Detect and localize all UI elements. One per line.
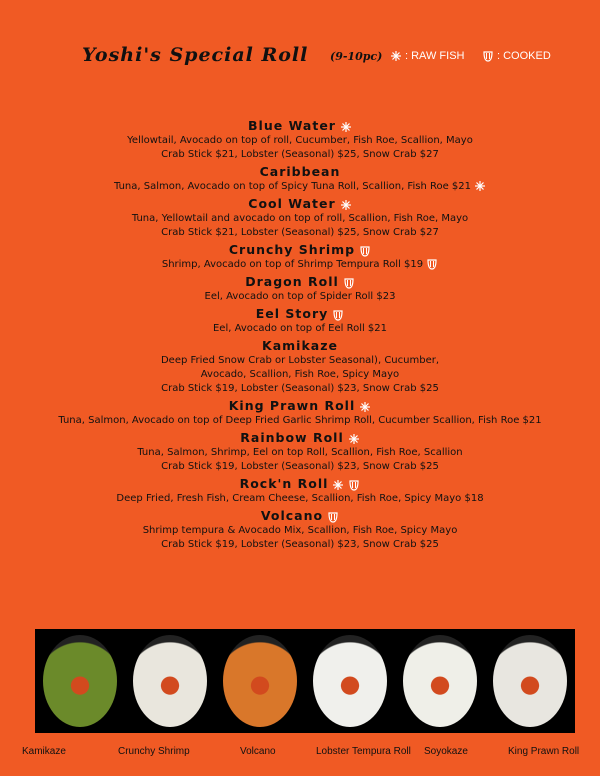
photo-caption: Soyokaze xyxy=(424,746,468,757)
raw-fish-icon xyxy=(474,180,486,192)
menu-item xyxy=(0,476,600,506)
menu-item-name xyxy=(0,338,600,354)
dish-photo xyxy=(35,629,125,733)
menu-item-description-text: Crab Stick $19, Lobster (Seasonal) $23, Snow Crab $25 xyxy=(161,539,439,550)
cooked-icon xyxy=(426,258,438,270)
menu-item-name xyxy=(0,242,600,258)
menu-item-description-text: Tuna, Salmon, Avocado on top of Spicy Tuna Roll, Scallion, Fish Roe $21 xyxy=(114,181,471,192)
dish-photo xyxy=(125,629,215,733)
menu-item-name-text: Cool Water xyxy=(248,196,336,211)
menu-item-description xyxy=(0,322,600,336)
menu-title: Yoshi's Special Roll xyxy=(82,44,309,66)
dish-photo xyxy=(395,629,485,733)
menu-item-name-text: Caribbean xyxy=(259,164,341,179)
menu-item-name xyxy=(0,398,600,414)
cooked-icon xyxy=(482,50,494,62)
raw-fish-icon xyxy=(340,199,352,211)
menu-item-description xyxy=(0,460,600,474)
portion-size: (9-10pc) xyxy=(330,50,383,63)
dish-plate xyxy=(43,635,117,727)
menu-item-description-text: Deep Fried Snow Crab or Lobster Seasonal), Cucumber, xyxy=(160,355,440,366)
raw-fish-icon xyxy=(359,401,371,413)
menu-item-description-text: Yellowtail, Avocado on top of roll, Cucumber, Fish Roe, Scallion, Mayo xyxy=(127,135,473,146)
legend-cooked xyxy=(482,50,551,62)
legend-raw-label: : RAW FISH xyxy=(405,50,465,62)
photo-caption: King Prawn Roll xyxy=(508,746,580,757)
menu-item-description-text: Eel, Avocado on top of Eel Roll $21 xyxy=(212,323,388,334)
menu-item-name-text: Eel Story xyxy=(255,306,329,321)
dish-plate xyxy=(223,635,297,727)
photo-strip xyxy=(35,629,575,733)
menu-item-description xyxy=(0,524,600,538)
menu-item-description xyxy=(0,414,600,428)
raw-fish-icon xyxy=(390,50,402,62)
dish-plate xyxy=(493,635,567,727)
menu-item-name-text: Rock'n Roll xyxy=(239,476,329,491)
menu-item-description-text: Crab Stick $21, Lobster (Seasonal) $25, Snow Crab $27 xyxy=(161,149,439,160)
menu-item-description-text: Tuna, Yellowtail and avocado on top of roll, Scallion, Fish Roe, Mayo xyxy=(131,213,469,224)
menu-item-name xyxy=(0,430,600,446)
menu-item-description xyxy=(0,290,600,304)
menu-item-description xyxy=(0,382,600,396)
menu-item-description-text: Crab Stick $19, Lobster (Seasonal) $23, Snow Crab $25 xyxy=(161,461,439,472)
cooked-icon xyxy=(348,479,360,491)
dish-photo xyxy=(485,629,575,733)
cooked-icon xyxy=(332,309,344,321)
menu-item-description xyxy=(0,538,600,552)
menu-item-name-text: Blue Water xyxy=(248,118,336,133)
legend-cooked-label: : COOKED xyxy=(497,50,551,62)
menu-item-description-text: Deep Fried, Fresh Fish, Cream Cheese, Scallion, Fish Roe, Spicy Mayo $18 xyxy=(116,493,484,504)
menu-item-description-text: Shrimp, Avocado on top of Shrimp Tempura Roll $19 xyxy=(161,259,424,270)
menu-item-description-text: Crab Stick $19, Lobster (Seasonal) $23, Snow Crab $25 xyxy=(161,383,439,394)
photo-caption: Lobster Tempura Roll xyxy=(316,746,411,757)
menu-item xyxy=(0,338,600,396)
menu-item-description-text: Tuna, Salmon, Shrimp, Eel on top Roll, Scallion, Fish Roe, Scallion xyxy=(137,447,463,458)
raw-fish-icon xyxy=(348,433,360,445)
menu-item-description xyxy=(0,492,600,506)
legend-raw-fish xyxy=(390,50,464,62)
menu-item-description xyxy=(0,134,600,148)
menu-item-name-text: Dragon Roll xyxy=(245,274,339,289)
menu-item-name xyxy=(0,508,600,524)
menu-item-description-text: Avocado, Scallion, Fish Roe, Spicy Mayo xyxy=(200,369,400,380)
menu-item xyxy=(0,274,600,304)
cooked-icon xyxy=(327,511,339,523)
dish-plate xyxy=(403,635,477,727)
menu-list xyxy=(0,116,600,552)
menu-item-description xyxy=(0,354,600,368)
menu-item xyxy=(0,242,600,272)
photo-caption: Kamikaze xyxy=(22,746,66,757)
menu-item-description-text: Crab Stick $21, Lobster (Seasonal) $25, Snow Crab $27 xyxy=(161,227,439,238)
cooked-icon xyxy=(343,277,355,289)
menu-item-description-text: Tuna, Salmon, Avocado on top of Deep Fried Garlic Shrimp Roll, Cucumber Scallion, Fish Roe $21 xyxy=(58,415,542,426)
photo-captions xyxy=(0,746,600,762)
raw-fish-icon xyxy=(332,479,344,491)
menu-item xyxy=(0,430,600,474)
menu-item-description xyxy=(0,212,600,226)
menu-item-name xyxy=(0,118,600,134)
menu-item-name-text: Volcano xyxy=(260,508,324,523)
menu-item-name xyxy=(0,476,600,492)
photo-caption: Crunchy Shrimp xyxy=(118,746,190,757)
menu-item xyxy=(0,164,600,194)
menu-item-name xyxy=(0,196,600,212)
dish-photo xyxy=(305,629,395,733)
menu-item-name xyxy=(0,274,600,290)
cooked-icon xyxy=(359,245,371,257)
photo-caption: Volcano xyxy=(240,746,276,757)
menu-item-name xyxy=(0,164,600,180)
menu-item-description xyxy=(0,368,600,382)
menu-item-name-text: Kamikaze xyxy=(262,338,338,353)
menu-item-description-text: Eel, Avocado on top of Spider Roll $23 xyxy=(204,291,396,302)
dish-plate xyxy=(313,635,387,727)
raw-fish-icon xyxy=(340,121,352,133)
menu-item-name-text: Crunchy Shrimp xyxy=(228,242,356,257)
menu-item-description xyxy=(0,446,600,460)
dish-plate xyxy=(133,635,207,727)
menu-item xyxy=(0,118,600,162)
menu-item-name-text: Rainbow Roll xyxy=(240,430,344,445)
menu-item xyxy=(0,508,600,552)
menu-item-name xyxy=(0,306,600,322)
menu-item-description-text: Shrimp tempura & Avocado Mix, Scallion, Fish Roe, Spicy Mayo xyxy=(142,525,458,536)
menu-item-name-text: King Prawn Roll xyxy=(228,398,356,413)
menu-item-description xyxy=(0,180,600,194)
menu-item xyxy=(0,398,600,428)
menu-item-description xyxy=(0,226,600,240)
menu-item xyxy=(0,196,600,240)
menu-item-description xyxy=(0,258,600,272)
dish-photo xyxy=(215,629,305,733)
menu-header xyxy=(0,44,600,74)
menu-item-description xyxy=(0,148,600,162)
menu-item xyxy=(0,306,600,336)
